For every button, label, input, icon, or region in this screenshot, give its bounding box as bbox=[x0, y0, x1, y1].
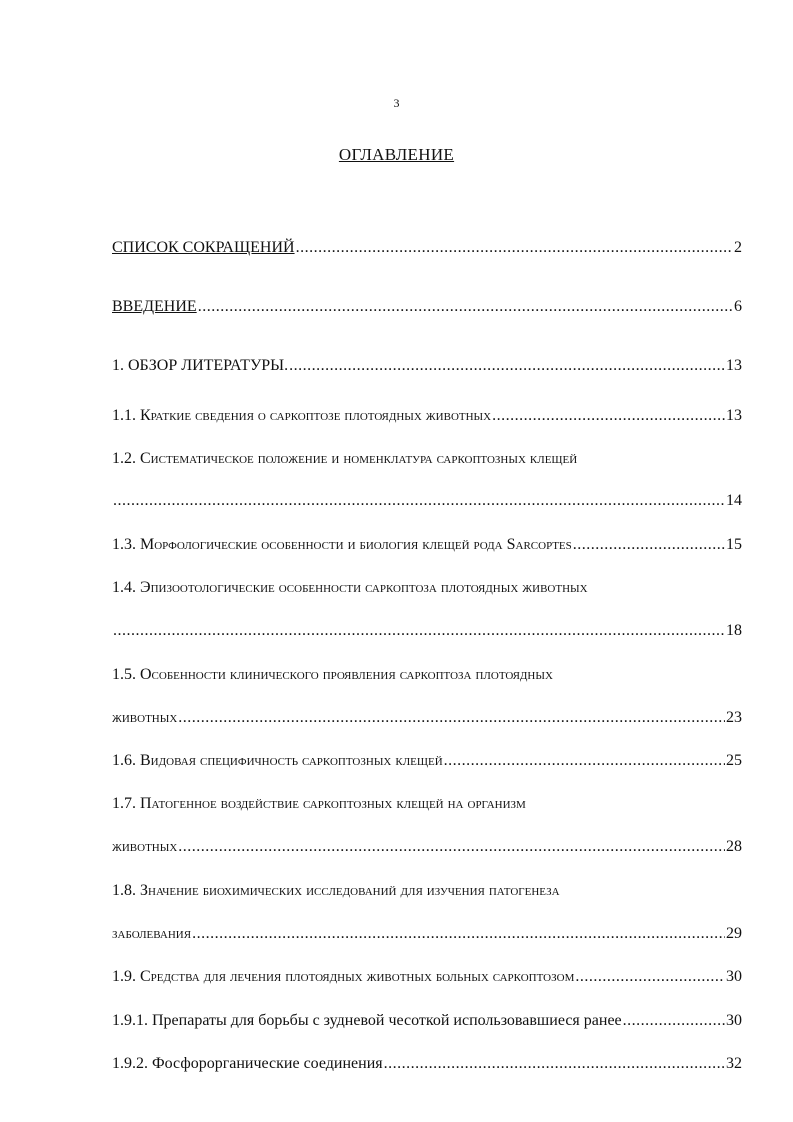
toc-title: ОГЛАВЛЕНИЕ bbox=[338, 145, 455, 164]
toc-entry-number: 1.2. bbox=[112, 450, 140, 467]
toc-page-number: 13 bbox=[726, 357, 742, 374]
toc-entry-1-5-cont[interactable] bbox=[112, 707, 742, 729]
toc-entry-1-8-title[interactable] bbox=[112, 880, 742, 902]
toc-entry-text: 1.9.1. Препараты для борьбы с зудневой чесоткой использовавшиеся ранее bbox=[112, 1012, 622, 1029]
toc-page-number: 13 bbox=[726, 407, 742, 424]
toc-entry-text: Эпизоотологические особенности саркоптоза плотоядных животных bbox=[140, 579, 588, 596]
toc-leader-dots bbox=[113, 490, 725, 512]
toc-page-number: 14 bbox=[726, 492, 742, 509]
toc-entry-1-1[interactable] bbox=[112, 405, 742, 427]
toc-page-number: 25 bbox=[726, 752, 742, 769]
toc-entry-1-8-cont[interactable] bbox=[112, 923, 742, 945]
toc-entry-1-4-leader[interactable] bbox=[112, 620, 742, 642]
toc-entry-1-7-cont[interactable] bbox=[112, 836, 742, 858]
toc-leader-dots bbox=[623, 1010, 725, 1032]
toc-entry-1-2-leader[interactable] bbox=[112, 490, 742, 512]
toc-entry-chapter-1[interactable] bbox=[112, 355, 742, 377]
toc-page-number: 29 bbox=[726, 925, 742, 942]
toc-entry-text-continued: животных bbox=[112, 838, 178, 855]
toc-entry-number: 1.8. bbox=[112, 882, 140, 899]
toc-entry-number: 1.7. bbox=[112, 795, 140, 812]
toc-leader-dots bbox=[575, 966, 725, 988]
toc-entry-1-9-1[interactable] bbox=[112, 1010, 742, 1032]
toc-entry-text: Краткие сведения о саркоптозе плотоядных животных bbox=[140, 407, 492, 424]
toc-leader-dots bbox=[192, 923, 725, 945]
toc-entry-number: 1.6. bbox=[112, 752, 140, 769]
toc-entry-1-7-title[interactable] bbox=[112, 793, 742, 815]
toc-entry-text: ВВЕДЕНИЕ bbox=[112, 298, 197, 315]
toc-entry-number: 1.1. bbox=[112, 407, 140, 424]
toc-leader-dots bbox=[178, 707, 725, 729]
toc-leader-dots bbox=[289, 355, 725, 377]
toc-entry-1-2-title[interactable] bbox=[112, 448, 742, 470]
toc-leader-dots bbox=[492, 405, 725, 427]
toc-page-number: 2 bbox=[734, 239, 742, 256]
toc-entry-1-3[interactable] bbox=[112, 534, 742, 556]
toc-entry-introduction[interactable] bbox=[112, 296, 742, 318]
toc-entry-text: Патогенное воздействие саркоптозных клещей на организм bbox=[140, 795, 526, 812]
toc-page-number: 6 bbox=[734, 298, 742, 315]
toc-entry-abbreviations[interactable] bbox=[112, 237, 742, 259]
toc-entry-text: Систематическое положение и номенклатура саркоптозных клещей bbox=[140, 450, 578, 467]
toc-page-number: 30 bbox=[726, 968, 742, 985]
toc-page-number: 32 bbox=[726, 1055, 742, 1072]
toc-entry-1-5-title[interactable] bbox=[112, 664, 742, 686]
toc-entry-text: Значение биохимических исследований для изучения патогенеза bbox=[140, 882, 560, 899]
toc-leader-dots bbox=[198, 296, 733, 318]
toc-page-number: 23 bbox=[726, 709, 742, 726]
toc-page-number: 18 bbox=[726, 622, 742, 639]
toc-entry-text: Видовая специфичность саркоптозных клещей bbox=[140, 752, 443, 769]
toc-page-number: 30 bbox=[726, 1012, 742, 1029]
toc-entry-1-6[interactable] bbox=[112, 750, 742, 772]
toc-entry-text: Морфологические особенности и биология клещей рода Sarcoptes bbox=[140, 536, 572, 553]
toc-page-number: 15 bbox=[726, 536, 742, 553]
toc-entry-text: Средства для лечения плотоядных животных больных саркоптозом bbox=[140, 968, 575, 985]
toc-entry-text-continued: животных bbox=[112, 709, 178, 726]
toc-entry-text: 1. ОБЗОР ЛИТЕРАТУРЫ. bbox=[112, 357, 289, 374]
toc-entry-number: 1.3. bbox=[112, 536, 140, 553]
toc-leader-dots bbox=[384, 1053, 725, 1075]
toc-leader-dots bbox=[178, 836, 725, 858]
toc-entry-1-9-2[interactable] bbox=[112, 1053, 742, 1075]
toc-entry-text: 1.9.2. Фосфорорганические соединения bbox=[112, 1055, 383, 1072]
toc-entry-number: 1.9. bbox=[112, 968, 140, 985]
toc-entry-text-continued: заболевания bbox=[112, 925, 192, 942]
toc-entry-number: 1.5. bbox=[112, 666, 140, 683]
page-number: 3 bbox=[393, 96, 400, 110]
toc-leader-dots bbox=[444, 750, 725, 772]
toc-page-number: 28 bbox=[726, 838, 742, 855]
toc-entry-1-9[interactable] bbox=[112, 966, 742, 988]
toc-leader-dots bbox=[573, 534, 725, 556]
toc-entry-text: СПИСОК СОКРАЩЕНИЙ bbox=[112, 239, 295, 256]
toc-entry-1-4-title[interactable] bbox=[112, 577, 742, 599]
toc-entry-text: Особенности клинического проявления саркоптоза плотоядных bbox=[140, 666, 553, 683]
toc-leader-dots bbox=[296, 237, 733, 259]
toc-entry-number: 1.4. bbox=[112, 579, 140, 596]
toc-leader-dots bbox=[113, 620, 725, 642]
